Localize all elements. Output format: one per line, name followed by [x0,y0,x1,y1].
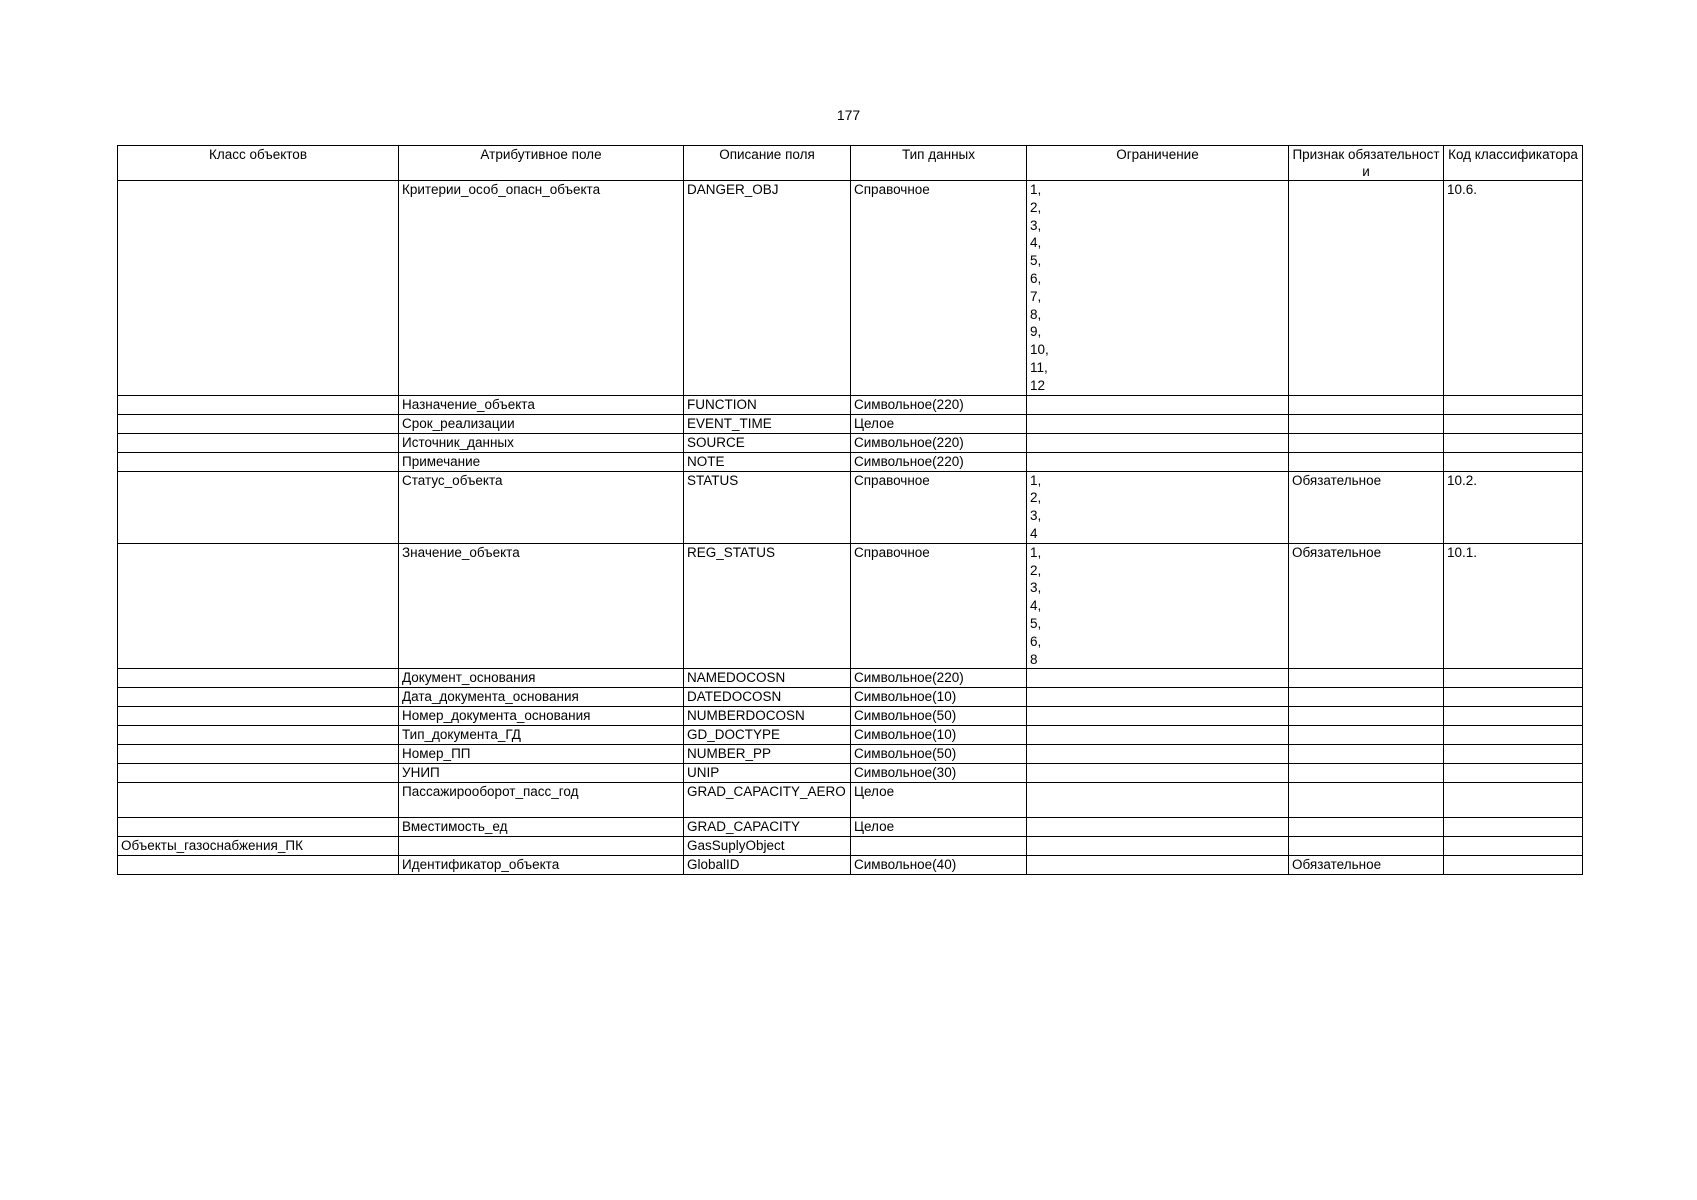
object-class-cell [118,181,399,396]
object-class-cell [118,395,399,414]
required-flag-cell [1289,181,1444,396]
data-type-cell: Справочное [851,543,1027,669]
constraint-value: 5, [1030,615,1042,631]
constraint-cell [1027,452,1289,471]
classifier-code-cell [1444,745,1583,764]
field-description-cell: SOURCE [684,433,851,452]
header-field-description: Описание поля [684,146,851,181]
table-row [118,414,1583,433]
required-flag-cell [1289,433,1444,452]
classifier-code-cell [1444,818,1583,837]
attribute-field-cell: Документ_основания [399,669,684,688]
object-class-cell [118,707,399,726]
header-data-type: Тип данных [851,146,1027,181]
table-row [118,745,1583,764]
attribute-field-cell: Назначение_объекта [399,395,684,414]
required-flag-cell [1289,783,1444,818]
header-attribute-field: Атрибутивное поле [399,146,684,181]
constraint-value: 4 [1030,525,1038,541]
object-class-cell [118,745,399,764]
required-flag-cell [1289,414,1444,433]
data-type-cell [851,837,1027,856]
attribute-field-cell: Номер_документа_основания [399,707,684,726]
required-flag-cell [1289,726,1444,745]
table-row [118,856,1583,875]
data-type-cell: Символьное(30) [851,764,1027,783]
object-class-cell [118,688,399,707]
object-class-cell [118,543,399,669]
constraint-value: 7, [1030,288,1042,304]
constraint-value: 12 [1030,377,1046,393]
object-class-cell [118,818,399,837]
required-flag-cell [1289,818,1444,837]
classifier-code-cell [1444,395,1583,414]
classifier-code-cell [1444,837,1583,856]
data-type-cell: Символьное(220) [851,452,1027,471]
field-description-cell: NOTE [684,452,851,471]
field-description-cell: DATEDOCOSN [684,688,851,707]
required-flag-cell [1289,395,1444,414]
constraint-value: 9, [1030,324,1042,340]
field-description-cell: NAMEDOCOSN [684,669,851,688]
field-description-cell: UNIP [684,764,851,783]
constraint-cell [1027,471,1289,543]
required-flag-cell [1289,764,1444,783]
table-row [118,433,1583,452]
constraint-value: 2, [1030,562,1042,578]
constraint-cell [1027,433,1289,452]
header-classifier-code: Код классификатора [1444,146,1583,181]
constraint-cell [1027,837,1289,856]
attribute-table [117,145,1583,875]
object-class-cell [118,414,399,433]
required-flag-cell [1289,707,1444,726]
field-description-cell: GRAD_CAPACITY_AERO [684,783,851,818]
field-description-cell: STATUS [684,471,851,543]
constraint-value: 3, [1030,580,1042,596]
data-type-cell: Целое [851,783,1027,818]
field-description-cell: DANGER_OBJ [684,181,851,396]
object-class-cell [118,764,399,783]
constraint-value: 1, [1030,472,1042,488]
attribute-field-cell: Номер_ПП [399,745,684,764]
classifier-code-cell [1444,414,1583,433]
constraint-value: 11, [1030,359,1048,375]
constraint-value: 6, [1030,633,1042,649]
object-class-cell [118,433,399,452]
object-class-cell: Объекты_газоснабжения_ПК [118,837,399,856]
classifier-code-cell [1444,452,1583,471]
constraint-value: 10, [1030,342,1049,358]
data-type-cell: Справочное [851,471,1027,543]
required-flag-cell: Обязательное [1289,856,1444,875]
field-description-cell: GasSuplyObject [684,837,851,856]
data-type-cell: Целое [851,414,1027,433]
field-description-cell: GlobalID [684,856,851,875]
constraint-value: 8 [1030,651,1038,667]
classifier-code-cell [1444,764,1583,783]
classifier-code-cell [1444,856,1583,875]
table-header-row [118,146,1583,181]
attribute-field-cell: Источник_данных [399,433,684,452]
field-description-cell: GRAD_CAPACITY [684,818,851,837]
classifier-code-cell [1444,669,1583,688]
data-type-cell: Символьное(10) [851,688,1027,707]
table-row [118,471,1583,543]
required-flag-cell: Обязательное [1289,471,1444,543]
table-row [118,395,1583,414]
constraint-value: 4, [1030,235,1042,251]
constraint-value: 8, [1030,306,1042,322]
field-description-cell: NUMBER_PP [684,745,851,764]
object-class-cell [118,856,399,875]
data-type-cell: Символьное(50) [851,745,1027,764]
required-flag-cell [1289,745,1444,764]
classifier-code-cell [1444,726,1583,745]
constraint-cell [1027,745,1289,764]
table-row [118,764,1583,783]
constraint-value: 2, [1030,199,1042,215]
constraint-cell [1027,783,1289,818]
table-row [118,818,1583,837]
constraint-value: 4, [1030,598,1042,614]
constraint-cell [1027,543,1289,669]
field-description-cell: FUNCTION [684,395,851,414]
constraint-value: 5, [1030,253,1042,269]
constraint-value: 2, [1030,490,1042,506]
data-type-cell: Справочное [851,181,1027,396]
attribute-field-cell: Идентификатор_объекта [399,856,684,875]
table-row [118,669,1583,688]
data-type-cell: Символьное(40) [851,856,1027,875]
constraint-cell [1027,818,1289,837]
attribute-field-cell: Дата_документа_основания [399,688,684,707]
attribute-field-cell: УНИП [399,764,684,783]
table-row [118,837,1583,856]
constraint-value: 6, [1030,270,1042,286]
constraint-cell [1027,726,1289,745]
data-type-cell: Символьное(50) [851,707,1027,726]
constraint-cell [1027,707,1289,726]
header-object-class: Класс объектов [118,146,399,181]
classifier-code-cell [1444,783,1583,818]
object-class-cell [118,726,399,745]
constraint-cell [1027,688,1289,707]
page-number: 177 [836,107,861,123]
table-row [118,543,1583,669]
table-body [118,181,1583,875]
classifier-code-cell [1444,688,1583,707]
attribute-field-cell: Срок_реализации [399,414,684,433]
required-flag-cell [1289,688,1444,707]
table-row [118,783,1583,818]
required-flag-cell [1289,669,1444,688]
object-class-cell [118,452,399,471]
constraint-cell [1027,669,1289,688]
header-constraint: Ограничение [1027,146,1289,181]
field-description-cell: REG_STATUS [684,543,851,669]
attribute-field-cell: Примечание [399,452,684,471]
constraint-cell [1027,181,1289,396]
table-row [118,688,1583,707]
data-type-cell: Символьное(220) [851,395,1027,414]
attribute-field-cell: Вместимость_ед [399,818,684,837]
data-type-cell: Символьное(220) [851,669,1027,688]
data-type-cell: Символьное(220) [851,433,1027,452]
classifier-code-cell: 10.1. [1444,543,1583,669]
attribute-field-cell: Пассажирооборот_пасс_год [399,783,684,818]
classifier-code-cell: 10.2. [1444,471,1583,543]
classifier-code-cell [1444,433,1583,452]
field-description-cell: NUMBERDOCOSN [684,707,851,726]
table-row [118,726,1583,745]
object-class-cell [118,669,399,688]
field-description-cell: GD_DOCTYPE [684,726,851,745]
constraint-value: 3, [1030,508,1042,524]
table-row [118,181,1583,396]
object-class-cell [118,783,399,818]
constraint-value: 1, [1030,544,1042,560]
attribute-field-cell: Тип_документа_ГД [399,726,684,745]
attribute-field-cell [399,837,684,856]
constraint-cell [1027,395,1289,414]
required-flag-cell [1289,452,1444,471]
classifier-code-cell: 10.6. [1444,181,1583,396]
required-flag-cell: Обязательное [1289,543,1444,669]
data-type-cell: Символьное(10) [851,726,1027,745]
constraint-cell [1027,414,1289,433]
field-description-cell: EVENT_TIME [684,414,851,433]
required-flag-cell [1289,837,1444,856]
table-row [118,707,1583,726]
table-row [118,452,1583,471]
attribute-field-cell: Статус_объекта [399,471,684,543]
constraint-value: 3, [1030,217,1042,233]
object-class-cell [118,471,399,543]
header-required-flag: Признак обязательности [1289,146,1444,181]
constraint-cell [1027,764,1289,783]
constraint-value: 1, [1030,182,1042,197]
attribute-field-cell: Значение_объекта [399,543,684,669]
attribute-field-cell: Критерии_особ_опасн_объекта [399,181,684,396]
classifier-code-cell [1444,707,1583,726]
data-type-cell: Целое [851,818,1027,837]
constraint-cell [1027,856,1289,875]
